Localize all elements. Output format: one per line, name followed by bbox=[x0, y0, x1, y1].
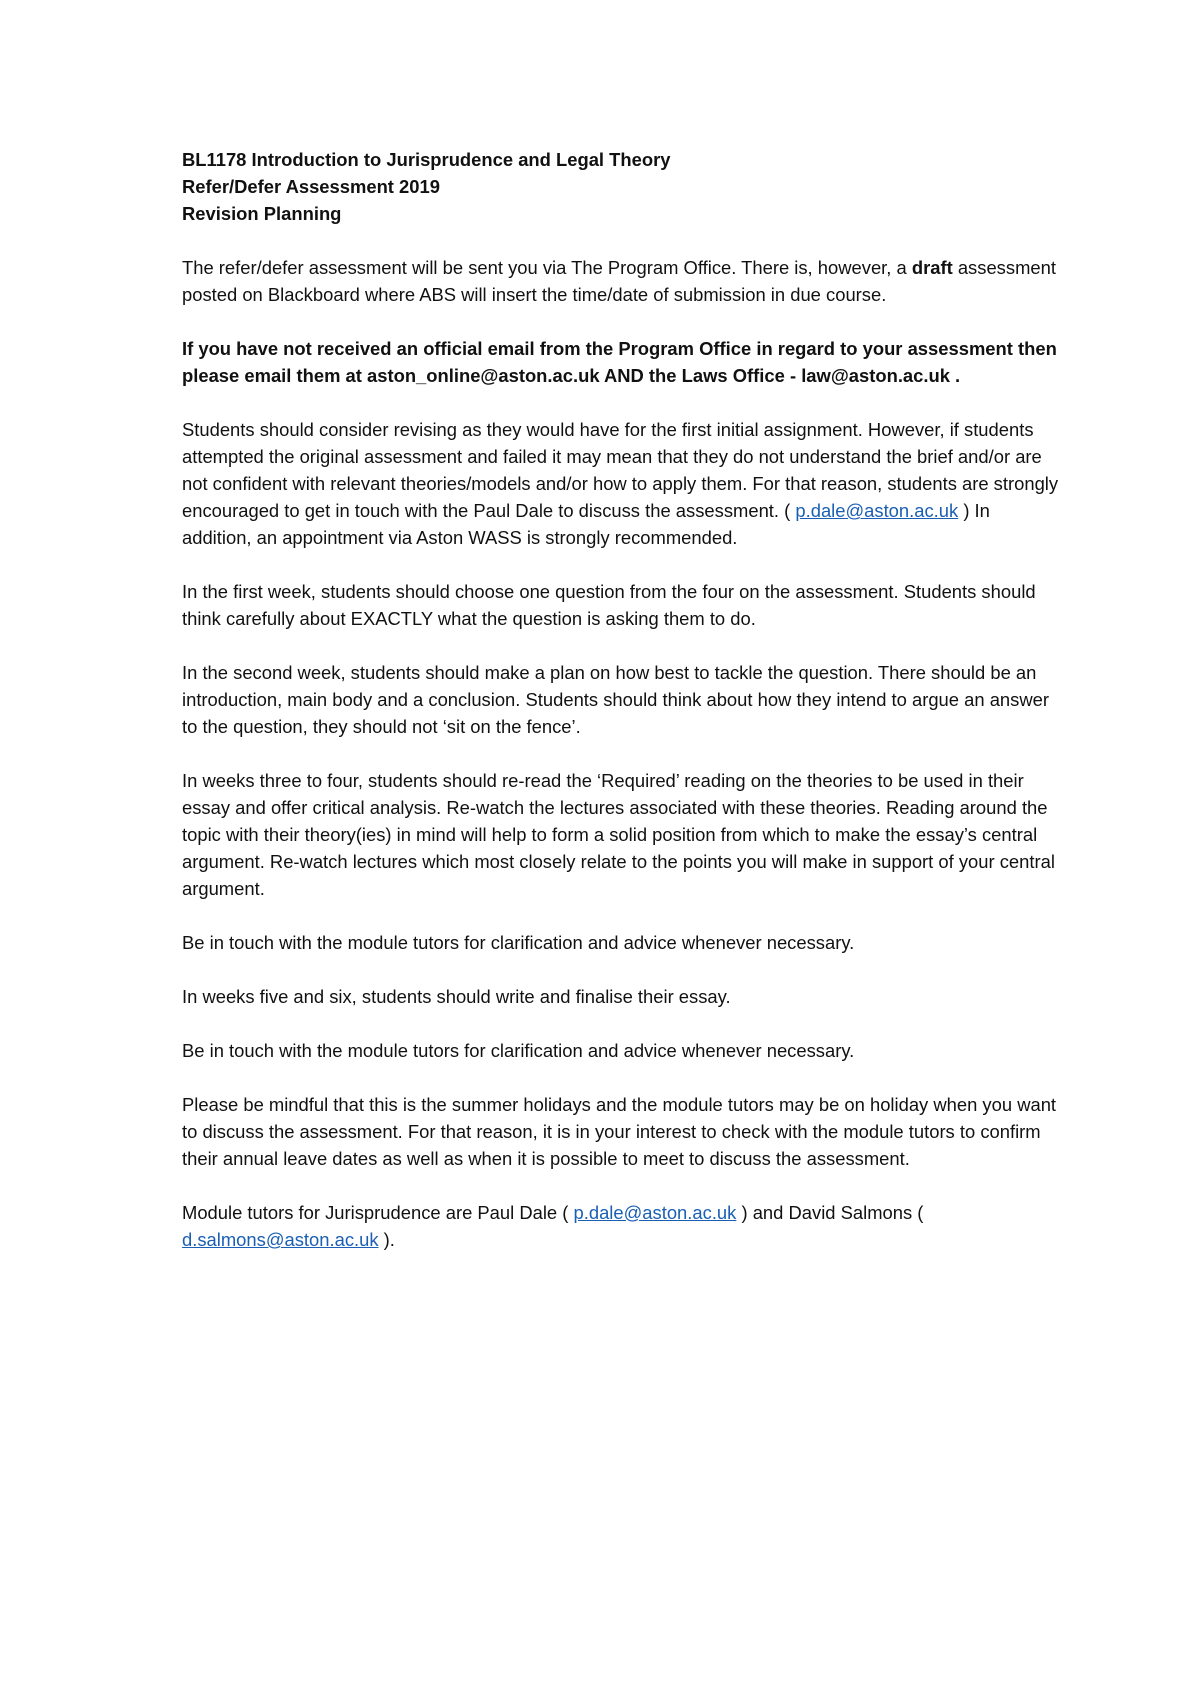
paragraph-module-tutors-text-2: ) and David Salmons ( bbox=[736, 1202, 924, 1223]
paragraph-week-one: In the first week, students should choose one question from the four on the assessment. Students should think carefully about EXACTLY what the question is asking them to do. bbox=[182, 581, 1036, 629]
paragraph-tutor-contact-1: Be in touch with the module tutors for clarification and advice whenever necessary. bbox=[182, 932, 855, 953]
paragraph-revising-text-1: Students should consider revising as they would have for the first initial assignment. However, if students attempted the original assessment and failed it may mean that they do not understand the brief and/or are not confident with relevant theories/models and/or how to apply them. For that reason, students are strongly encouraged to get in touch with the Paul Dale to discuss the assessment. ( bbox=[182, 419, 1059, 521]
paragraph-module-tutors-text-1: Module tutors for Jurisprudence are Paul Dale ( bbox=[182, 1202, 574, 1223]
paragraph-revising bbox=[182, 416, 1062, 551]
email-link-paul-dale-2[interactable]: p.dale@aston.ac.uk bbox=[573, 1202, 737, 1223]
paragraph-submission-bold: draft bbox=[911, 257, 953, 278]
section-title: Revision Planning bbox=[182, 203, 342, 224]
email-link-paul-dale[interactable]: p.dale@aston.ac.uk bbox=[795, 500, 959, 521]
paragraph-email-notice: If you have not received an official email from the Program Office in regard to your assessment then please email them at aston_online@aston.ac.uk AND the Laws Office - law@aston.ac.uk . bbox=[182, 338, 1057, 386]
assessment-title: Refer/Defer Assessment 2019 bbox=[182, 176, 440, 197]
paragraph-submission-text-1: The refer/defer assessment will be sent you via The Program Office. There is, however, a bbox=[182, 257, 912, 278]
paragraph-submission bbox=[182, 254, 1062, 308]
paragraph-week-two: In the second week, students should make a plan on how best to tackle the question. There should be an introduction, main body and a conclusion. Students should think about how they intend to argue an answer to the question, they should not ‘sit on the fence’. bbox=[182, 662, 1049, 737]
document-heading bbox=[182, 146, 1062, 227]
paragraph-submission-text-2: assessment posted on Blackboard where ABS will insert the time/date of submission in due course. bbox=[182, 257, 1056, 305]
paragraph-revising-text-2: ) In addition, an appointment via Aston WASS is strongly recommended. bbox=[182, 500, 990, 548]
paragraph-weeks-five-six: In weeks five and six, students should write and finalise their essay. bbox=[182, 986, 731, 1007]
document-body bbox=[182, 146, 1062, 1280]
paragraph-module-tutors bbox=[182, 1199, 1062, 1253]
course-title: BL1178 Introduction to Jurisprudence and Legal Theory bbox=[182, 149, 671, 170]
email-link-david-salmons[interactable]: d.salmons@aston.ac.uk bbox=[182, 1229, 379, 1250]
paragraph-summer-holidays: Please be mindful that this is the summer holidays and the module tutors may be on holiday when you want to discuss the assessment. For that reason, it is in your interest to check with the module tutors to confirm their annual leave dates as well as when it is possible to meet to discuss the assessment. bbox=[182, 1094, 1057, 1169]
paragraph-module-tutors-text-3: ). bbox=[378, 1229, 395, 1250]
paragraph-tutor-contact-2: Be in touch with the module tutors for clarification and advice whenever necessary. bbox=[182, 1040, 855, 1061]
paragraph-weeks-three-four: In weeks three to four, students should re-read the ‘Required’ reading on the theories to be used in their essay and offer critical analysis. Re-watch the lectures associated with these theories. Reading around the topic with their theory(ies) in mind will help to form a solid position from which to make the essay’s central argument. Re-watch lectures which most closely relate to the points you will make in support of your central argument. bbox=[182, 770, 1055, 899]
